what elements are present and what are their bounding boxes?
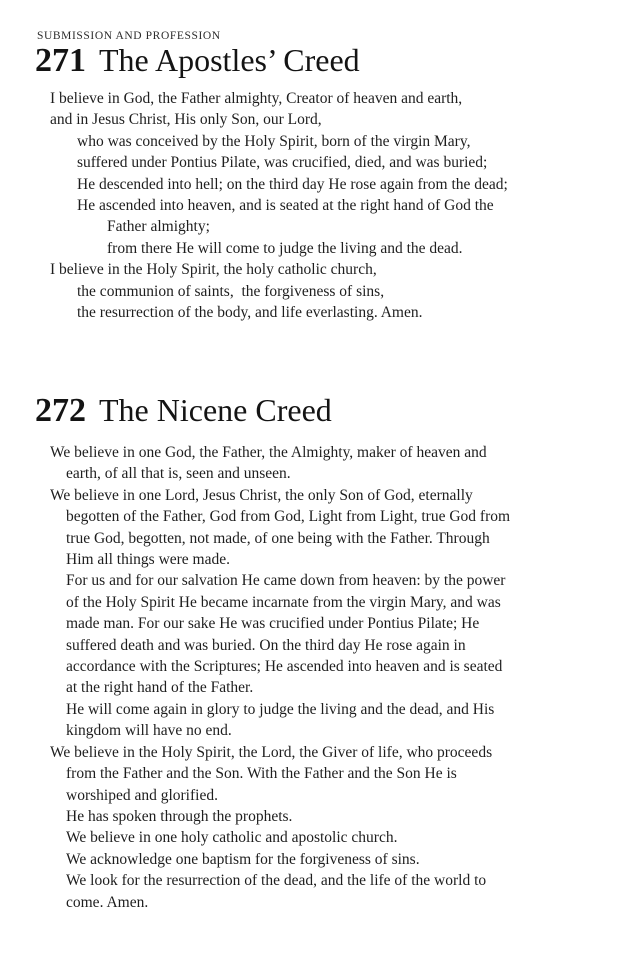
creed-line: I believe in God, the Father almighty, Creator of heaven and earth, bbox=[50, 90, 463, 107]
creed-line: We believe in one God, the Father, the Almighty, maker of heaven and bbox=[50, 444, 487, 461]
creed-line: We believe in one Lord, Jesus Christ, the only Son of God, eternally bbox=[50, 486, 473, 504]
creed-line: We believe in the Holy Spirit, the Lord, the Giver of life, who proceeds bbox=[50, 743, 493, 761]
hymn-number: 272 bbox=[35, 392, 86, 429]
creed-text bbox=[50, 88, 610, 323]
creed-line: We believe in one holy catholic and apostolic church. bbox=[66, 829, 398, 847]
creed-line: come. Amen. bbox=[66, 893, 149, 911]
creed-line: the resurrection of the body, and life everlasting. Amen. bbox=[77, 304, 423, 322]
creed-line: He descended into hell; on the third day He rose again from the dead; bbox=[77, 175, 508, 193]
creed-line: suffered under Pontius Pilate, was crucified, died, and was buried; bbox=[77, 154, 488, 172]
creed-line: suffered death and was buried. On the third day He rose again in bbox=[66, 636, 466, 654]
creed-line: made man. For our sake He was crucified under Pontius Pilate; He bbox=[66, 615, 480, 633]
creed-line: at the right hand of the Father. bbox=[66, 679, 254, 697]
section-title: The Nicene Creed bbox=[99, 392, 332, 428]
section-heading bbox=[35, 392, 332, 429]
creed-line: Father almighty; bbox=[107, 218, 210, 236]
creed-line: Him all things were made. bbox=[66, 551, 230, 569]
creed-line: earth, of all that is, seen and unseen. bbox=[66, 465, 291, 483]
hymn-number: 271 bbox=[35, 42, 86, 79]
creed-line: kingdom will have no end. bbox=[66, 722, 232, 740]
creed-line: I believe in the Holy Spirit, the holy catholic church, bbox=[50, 261, 377, 279]
creed-line: He will come again in glory to judge the living and the dead, and His bbox=[66, 700, 495, 718]
category-header: SUBMISSION AND PROFESSION bbox=[37, 30, 221, 42]
creed-line: and in Jesus Christ, His only Son, our Lord, bbox=[50, 111, 322, 129]
creed-line: who was conceived by the Holy Spirit, born of the virgin Mary, bbox=[77, 132, 471, 150]
section-title: The Apostles’ Creed bbox=[99, 42, 360, 78]
creed-line: For us and for our salvation He came down from heaven: by the power bbox=[66, 572, 506, 590]
creed-line: true God, begotten, not made, of one being with the Father. Through bbox=[66, 529, 490, 547]
section-heading bbox=[35, 42, 360, 79]
creed-line: He ascended into heaven, and is seated at the right hand of God the bbox=[77, 197, 494, 215]
creed-line: begotten of the Father, God from God, Light from Light, true God from bbox=[66, 508, 511, 526]
creed-text bbox=[50, 442, 610, 913]
creed-line: of the Holy Spirit He became incarnate from the virgin Mary, and was bbox=[66, 593, 501, 611]
creed-line: We acknowledge one baptism for the forgiveness of sins. bbox=[66, 850, 420, 868]
creed-line: worshiped and glorified. bbox=[66, 786, 218, 804]
creed-line: from the Father and the Son. With the Father and the Son He is bbox=[66, 765, 457, 783]
creed-line: the communion of saints, the forgiveness of sins, bbox=[77, 282, 385, 300]
creed-line: accordance with the Scriptures; He ascended into heaven and is seated bbox=[66, 658, 503, 676]
creed-line: We look for the resurrection of the dead, and the life of the world to bbox=[66, 872, 487, 890]
creed-line: He has spoken through the prophets. bbox=[66, 807, 293, 825]
creed-line: from there He will come to judge the living and the dead. bbox=[107, 239, 463, 257]
